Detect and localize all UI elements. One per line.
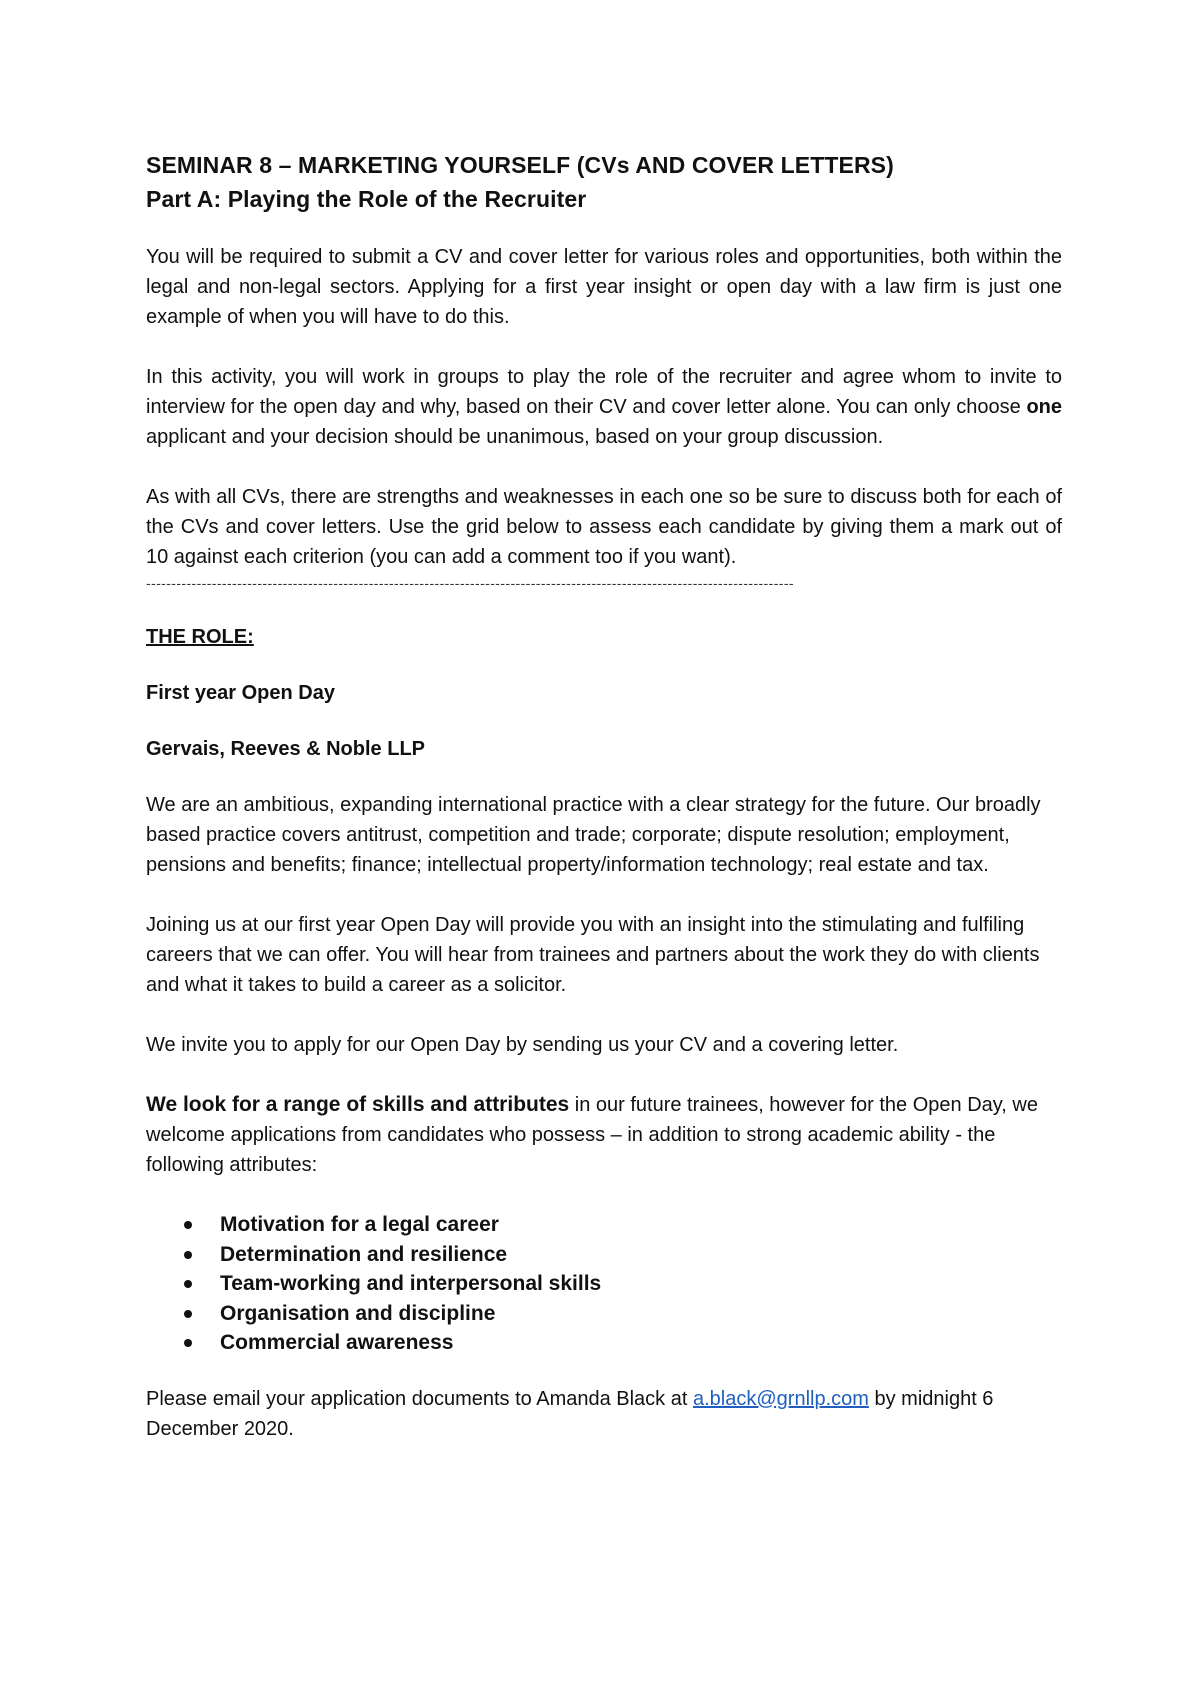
open-day-description: Joining us at our first year Open Day will provide you with an insight into the stimulating and fulfiling careers that we can offer. You will hear from trainees and partners about the work they do with clients and what it takes to build a career as a solicitor.	[146, 914, 1040, 996]
role-title: First year Open Day	[146, 682, 335, 704]
bullet-icon	[184, 1280, 192, 1288]
skills-emphasis: We look for a range of skills and attributes	[146, 1093, 570, 1116]
list-item	[146, 1240, 1062, 1270]
list-item	[146, 1299, 1062, 1329]
list-item	[146, 1269, 1062, 1299]
application-invite: We invite you to apply for our Open Day by sending us your CV and a covering letter.	[146, 1034, 899, 1056]
closing-end: by midnight 6 December 2020.	[146, 1387, 994, 1440]
closing-paragraph	[146, 1384, 1062, 1444]
bullet-icon	[184, 1221, 192, 1229]
intro-paragraph-2-end: applicant and your decision should be unanimous, based on your group discussion.	[146, 426, 884, 448]
email-link[interactable]: a.black@grnllp.com	[692, 1387, 869, 1410]
role-section-label: THE ROLE:	[146, 626, 254, 648]
skills-paragraph	[146, 1090, 1062, 1180]
bullet-icon	[184, 1251, 192, 1259]
attribute-label: Organisation and discipline	[220, 1301, 496, 1325]
intro-paragraph-2-start: In this activity, you will work in groups to play the role of the recruiter and agree whom to invite to interview for the open day and why, based on their CV and cover letter alone. You can only choose	[146, 366, 1062, 418]
attribute-label: Motivation for a legal career	[220, 1213, 499, 1236]
attribute-label: Determination and resilience	[220, 1242, 508, 1266]
list-item	[146, 1328, 1062, 1358]
document-page	[146, 148, 1062, 1444]
firm-description: We are an ambitious, expanding international practice with a clear strategy for the future. Our broadly based practice covers antitrust, competition and trade; corporate; dispute resolution; employment, pensions and benefits; finance; intellectual property/information technology; real estate and tax.	[146, 794, 1041, 876]
bullet-icon	[184, 1339, 192, 1347]
attributes-list	[146, 1210, 1062, 1358]
skills-paragraph-rest: in our future trainees, however for the Open Day, we welcome applications from candidates who possess – in addition to strong academic ability - the following attributes:	[146, 1094, 1038, 1176]
closing-start: Please email your application documents to Amanda Black at	[146, 1387, 693, 1410]
list-item	[146, 1210, 1062, 1240]
attribute-label: Team-working and interpersonal skills	[220, 1272, 602, 1295]
attribute-label: Commercial awareness	[220, 1331, 454, 1354]
intro-paragraph-3: As with all CVs, there are strengths and weaknesses in each one so be sure to discuss both for each of the CVs and cover letters. Use the grid below to assess each candidate by giving them a mark out of 10 against each criterion (you can add a comment too if you want).	[146, 486, 1062, 568]
seminar-title: SEMINAR 8 – MARKETING YOURSELF (CVs AND COVER LETTERS)	[146, 152, 894, 178]
intro-paragraph-1: You will be required to submit a CV and cover letter for various roles and opportunities, both within the legal and non-legal sectors. Applying for a first year insight or open day with a law firm is just one example of when you will have to do this.	[146, 246, 1062, 328]
bullet-icon	[184, 1310, 192, 1318]
intro-paragraph-2	[146, 362, 1062, 452]
dashed-divider: --------------------------------------------------------------------------------------------------------------------------------	[146, 575, 794, 591]
part-a-subtitle: Part A: Playing the Role of the Recruiter	[146, 186, 587, 212]
emphasis-one: one	[1026, 396, 1062, 418]
firm-name: Gervais, Reeves & Noble LLP	[146, 738, 426, 760]
